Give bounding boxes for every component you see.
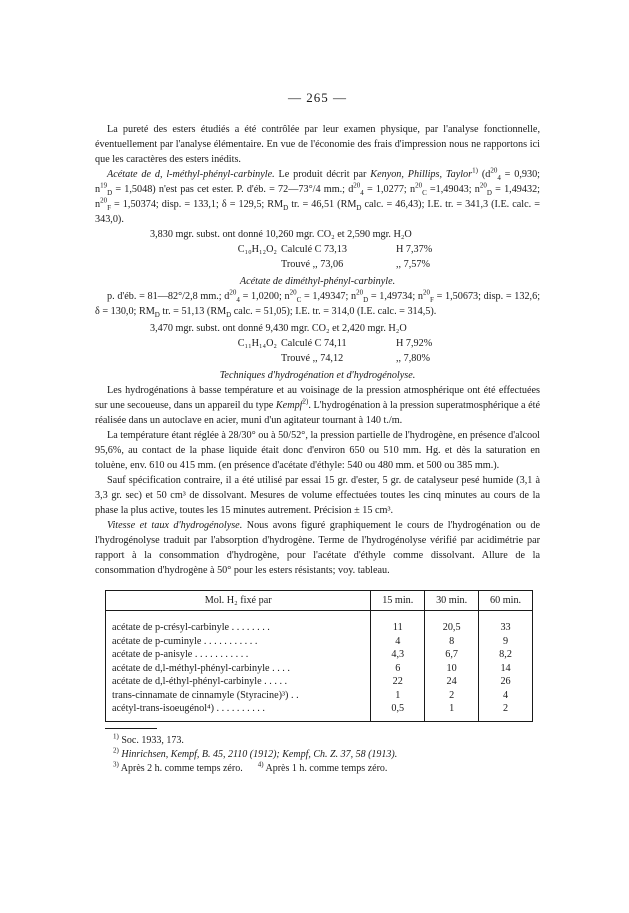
table-cell: 33 xyxy=(479,611,533,635)
footnote-1 xyxy=(105,734,540,748)
ester2-text: tr. = 51,13 (RM xyxy=(159,306,227,317)
table-cell: 26 xyxy=(479,675,533,689)
analysis-formula: C₁₀H₁₂O₂ xyxy=(237,244,277,255)
table-row xyxy=(106,675,533,689)
footnote-mark: 4) xyxy=(257,760,264,769)
ester2-text: = 1,49347; n xyxy=(301,291,357,302)
ester1-text: = 1,50374; disp. = 133,1; δ = 129,5; RM xyxy=(111,199,284,210)
ester1-text: (d xyxy=(477,169,491,180)
conditions-paragraph: Sauf spécification contraire, il a été utilisé par essai 15 gr. d'ester, 5 gr. de catalyseur pesé humide (3,1 à 3,3 gr. sec) et 50 cm³ de dissolvant. Mesures de volume effectuées toutes les cinq minutes au cours de la phase la plus active, toutes les 15 minutes autrement. Précision ± 15 cm³. xyxy=(95,475,540,516)
footnote-3-4 xyxy=(105,762,540,776)
kempf-name: Kempf xyxy=(275,400,303,411)
ester2-sub: F xyxy=(430,296,434,305)
hydrogenation-paragraph xyxy=(95,383,540,428)
table-cell: acétate de d,l-éthyl-phényl-carbinyle . . . . . xyxy=(112,676,288,687)
ester1-sup: 20 xyxy=(479,181,487,190)
analysis-calc: Calculé C 73,13 xyxy=(281,244,347,255)
analysis-line: 3,830 mgr. subst. ont donné 10,260 mgr. CO₂ et 2,590 mgr. H₂O xyxy=(150,229,412,240)
ester2-text: = 1,49734; n xyxy=(368,291,424,302)
table-cell: 8 xyxy=(425,635,479,649)
table-cell: 24 xyxy=(425,675,479,689)
table-row xyxy=(106,689,533,703)
ester2-text: calc. = 51,05); I.E. tr. = 314,0 (I.E. calc. = 314,5). xyxy=(231,306,437,317)
analysis-calc: Calculé C 74,11 xyxy=(281,338,347,349)
ester1-sub: D xyxy=(283,204,289,213)
table-cell: 6 xyxy=(371,662,425,676)
footnote-text: Soc. 1933, 173. xyxy=(118,734,184,746)
table-row xyxy=(106,662,533,676)
ester1-text: = 1,5048) n'est pas cet ester. P. d'éb. = 72—73°/4 mm.; d xyxy=(112,184,354,195)
table-cell: 4,3 xyxy=(371,648,425,662)
table-cell: 1 xyxy=(425,702,479,721)
vitesse-title: Vitesse et taux d'hydrogénolyse. xyxy=(107,520,243,531)
ester1-sub: C xyxy=(422,189,427,198)
analysis-found-row xyxy=(95,257,540,272)
ester2-sub: D xyxy=(363,296,369,305)
hydrogenation-text: Les hydrogénations à basse température et au voisinage de la pression atmosphérique ont été effectuées sur une secoueuse, dans un appareil du type xyxy=(95,385,540,411)
footnote-mark: 2) xyxy=(113,746,119,755)
ester1-sup: 19 xyxy=(100,181,108,190)
table-cell: 9 xyxy=(479,635,533,649)
techniques-title: Techniques d'hydrogénation et d'hydrogénolyse. xyxy=(219,370,416,381)
table-cell: 2 xyxy=(425,689,479,703)
ester1-sup: 20 xyxy=(415,181,423,190)
table-row xyxy=(106,635,533,649)
ester1-text: Le produit décrit par xyxy=(274,169,371,180)
table-header: 30 min. xyxy=(425,591,479,611)
ester2-sup: 20 xyxy=(229,288,237,297)
ester2-sub: C xyxy=(296,296,302,305)
table-cell: 20,5 xyxy=(425,611,479,635)
ester1-text: =1,49043; n xyxy=(426,184,480,195)
ester2-title: Acétate de diméthyl-phényl-carbinyle. xyxy=(239,276,396,287)
ester1-text: = 1,0277; n xyxy=(363,184,416,195)
ester2-paragraph xyxy=(95,289,540,319)
ester1-paragraph xyxy=(95,167,540,227)
ester1-sub: 4 xyxy=(497,174,501,183)
ester1-sub: 4 xyxy=(360,189,364,198)
table-cell: trans-cinnamate de cinnamyle (Styracine)³) . . xyxy=(112,689,299,701)
table-cell: acétyl-trans-isoeugénol⁴) . . . . . . . . . . xyxy=(112,703,265,714)
analysis-calc-row xyxy=(95,242,540,257)
table-cell: 4 xyxy=(371,635,425,649)
table-cell: 11 xyxy=(371,611,425,635)
ester1-authors: Kenyon, Phillips, Taylor xyxy=(370,169,473,180)
kempf-ref: 2) xyxy=(302,397,309,406)
table-header: 15 min. xyxy=(371,591,425,611)
footnote-rule xyxy=(105,728,157,729)
table-row xyxy=(106,611,533,635)
table-cell: acétate de p-crésyl-carbinyle . . . . . . . . xyxy=(112,622,270,633)
ester2-text: = 1,0200; n xyxy=(239,291,290,302)
intro-paragraph: La pureté des esters étudiés a été contrôlée par leur examen physique, par l'analyse fonctionnelle, éventuellement par l'analyse élémentaire. En vue de l'économie des frais d'impression nous ne rapportons ici que les caractères des esters inédits. xyxy=(95,124,540,165)
footnote-text: Après 1 h. comme temps zéro. xyxy=(263,762,388,774)
table-cell: 10 xyxy=(425,662,479,676)
analysis-calc-h: H 7,92% xyxy=(396,338,433,349)
ester1-sub: D xyxy=(107,189,113,198)
analysis-found-h: ,, 7,57% xyxy=(396,259,430,270)
table-cell: 4 xyxy=(479,689,533,703)
table-header: Mol. H₂ fixé par xyxy=(106,591,371,611)
ester1-text: tr. = 46,51 (RM xyxy=(288,199,357,210)
table-cell: 1 xyxy=(371,689,425,703)
ester1-sup: 20 xyxy=(100,196,108,205)
temperature-paragraph: La température étant réglée à 28/30° ou à 50/52°, la pression partielle de l'hydrogène, en présence d'alcool 95,6%, au contact de la phase liquide était donc d'environ 650 ou 510 mm. Hg. et dès la saturation en toluène, env. 610 ou 415 mm. (en présence d'acétate d'éthyle: 540 ou 480 mm. et 500 ou 385 mm.). xyxy=(95,430,540,471)
vitesse-paragraph xyxy=(95,518,540,578)
footnote-mark: 1) xyxy=(113,732,119,741)
ester1-sup: 20 xyxy=(353,181,361,190)
table-cell: 0,5 xyxy=(371,702,425,721)
ester2-sup: 20 xyxy=(423,288,431,297)
table-row xyxy=(106,648,533,662)
footnote-2 xyxy=(105,748,540,762)
table-cell: 8,2 xyxy=(479,648,533,662)
table-header-row xyxy=(106,591,533,611)
table-cell: 6,7 xyxy=(425,648,479,662)
page-number: — 265 — xyxy=(288,90,347,105)
ester2-sub: D xyxy=(154,311,160,320)
page xyxy=(95,90,540,776)
analysis-calc-row xyxy=(95,336,540,351)
ester1-name: Acétate de d, l-méthyl-phényl-carbinyle. xyxy=(107,169,275,180)
ester2-sup: 20 xyxy=(356,288,364,297)
analysis-block-2 xyxy=(95,321,540,366)
hydrogenation-text: . L'hydrogénation à la pression superatmosphérique a été réalisée dans un autoclave en acier, muni d'un agitateur tournant à 140 t./m. xyxy=(95,400,540,426)
analysis-block-1 xyxy=(95,227,540,272)
ester2-text: = 1,50673; disp. = 132,6; δ = 130,0; RM xyxy=(95,291,541,317)
footnote-text: Après 2 h. comme temps zéro. xyxy=(118,762,243,774)
ester1-ref: 1) xyxy=(472,166,478,175)
footnote-mark: 3) xyxy=(113,760,119,769)
ester2-text: p. d'éb. = 81—82°/2,8 mm.; d xyxy=(107,291,230,302)
analysis-found-h: ,, 7,80% xyxy=(396,353,430,364)
table-cell: acétate de p-cuminyle . . . . . . . . . . . xyxy=(112,635,258,647)
ester1-sub: F xyxy=(107,204,111,213)
footnote-text: Hinrichsen, Kempf, B. 45, 2110 (1912); Kempf, Ch. Z. 37, 58 (1913). xyxy=(121,748,398,760)
table-row xyxy=(106,702,533,721)
table-cell: 14 xyxy=(479,662,533,676)
ester1-sup: 20 xyxy=(490,166,498,175)
hydrogen-uptake-table xyxy=(105,590,533,722)
analysis-calc-h: H 7,37% xyxy=(396,244,433,255)
footnotes xyxy=(95,728,540,776)
ester1-text: = 0,930; n xyxy=(95,169,541,195)
table-cell: acétate de d,l-méthyl-phényl-carbinyle . . . . xyxy=(112,662,290,674)
table-header: 60 min. xyxy=(479,591,533,611)
ester1-sub: D xyxy=(356,204,362,213)
ester1-text: calc. = 46,43); I.E. tr. = 341,3 (I.E. calc. = 343,0). xyxy=(95,199,540,225)
analysis-formula: C₁₁H₁₄O₂ xyxy=(237,338,277,349)
table-cell: acétate de p-anisyle . . . . . . . . . . . xyxy=(112,649,249,660)
table-cell: 22 xyxy=(371,675,425,689)
analysis-found: Trouvé ,, 74,12 xyxy=(281,353,344,364)
vitesse-text: Nous avons figuré graphiquement le cours de l'hydrogénation ou de l'hydrogénolyse traduit par l'absorption d'hydrogène. Terme de l'hydrogénolyse vérifié par acidimétrie par rapport à la consommation d'hydrogène, pour l'acétate d'éthyle comme dissolvant. Allure de la consommation d'hydrogène à 50° pour les esters résistants; voy. tableau. xyxy=(95,520,540,576)
table-cell: 2 xyxy=(479,702,533,721)
ester2-sub: 4 xyxy=(236,296,240,305)
analysis-found-row xyxy=(95,351,540,366)
analysis-line: 3,470 mgr. subst. ont donné 9,430 mgr. CO₂ et 2,420 mgr. H₂O xyxy=(150,323,407,334)
ester1-sub: D xyxy=(486,189,492,198)
ester2-sub: D xyxy=(226,311,232,320)
analysis-found: Trouvé ,, 73,06 xyxy=(281,259,344,270)
ester1-text: = 1,49432; n xyxy=(95,184,541,210)
ester2-sup: 20 xyxy=(289,288,297,297)
